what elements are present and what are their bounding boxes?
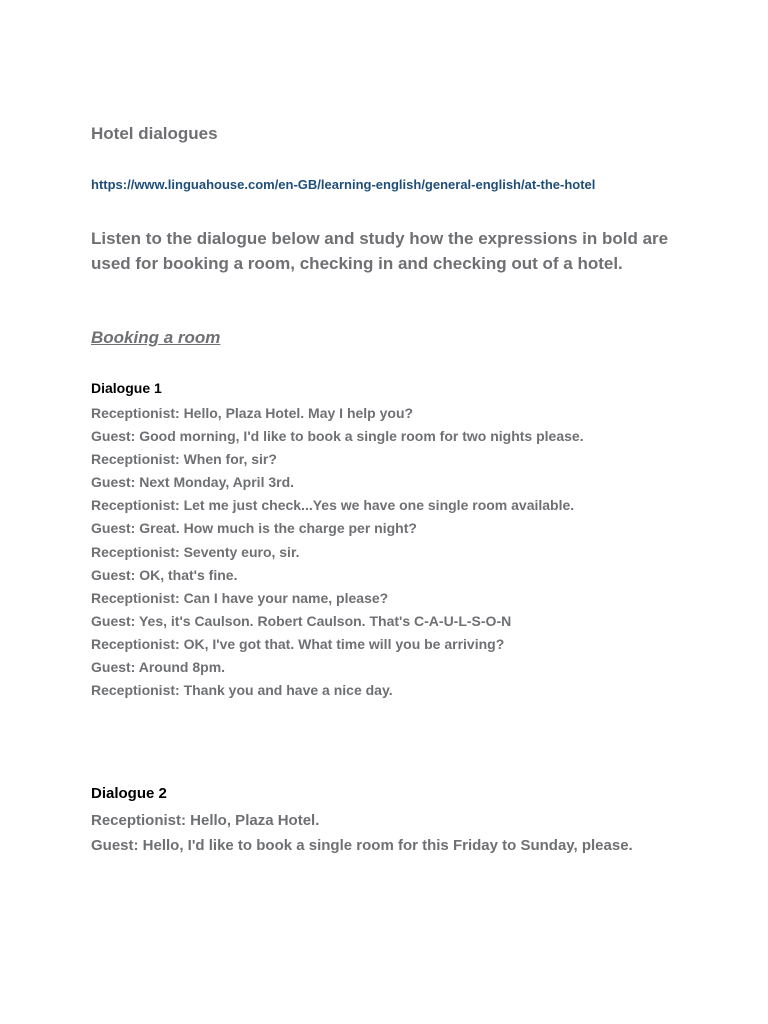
dialogue-line: Receptionist: Can I have your name, please? — [91, 589, 389, 606]
dialogue-line: Guest: Good morning, I'd like to book a single room for two nights please. — [91, 428, 584, 445]
dialogue-line: Receptionist: Let me just check...Yes we have one single room available. — [91, 497, 575, 514]
dialogue-line: Guest: OK, that's fine. — [91, 566, 238, 583]
dialogue-1-heading: Dialogue 1 — [91, 380, 162, 396]
dialogue-line: Guest: Around 8pm. — [91, 659, 226, 676]
dialogue-line: Receptionist: Seventy euro, sir. — [91, 543, 300, 560]
document-title: Hotel dialogues — [91, 124, 218, 143]
dialogue-line: Receptionist: OK, I've got that. What time will you be arriving? — [91, 635, 505, 652]
dialogue-line: Receptionist: Hello, Plaza Hotel. May I help you? — [91, 405, 414, 421]
intro-paragraph: Listen to the dialogue below and study how the expressions in bold are used for booking a room, checking in and checking out of a hotel. — [91, 229, 669, 273]
dialogue-line: Receptionist: Hello, Plaza Hotel. — [91, 812, 320, 829]
dialogue-line: Guest: Next Monday, April 3rd. — [91, 474, 295, 491]
dialogue-2-lines — [91, 808, 691, 858]
dialogue-line: Guest: Yes, it's Caulson. Robert Caulson. That's C-A-U-L-S-O-N — [91, 612, 512, 629]
dialogue-line: Guest: Hello, I'd like to book a single room for this Friday to Sunday, please. — [91, 837, 633, 854]
section-heading-booking: Booking a room — [91, 328, 221, 347]
source-link[interactable]: https://www.linguahouse.com/en-GB/learning-english/general-english/at-the-hotel — [91, 177, 596, 192]
dialogue-line: Guest: Great. How much is the charge per night? — [91, 520, 417, 537]
dialogue-line: Receptionist: When for, sir? — [91, 451, 277, 468]
dialogue-1-lines — [91, 402, 584, 702]
dialogue-2-heading: Dialogue 2 — [91, 785, 167, 802]
dialogue-line: Receptionist: Thank you and have a nice day. — [91, 682, 393, 699]
